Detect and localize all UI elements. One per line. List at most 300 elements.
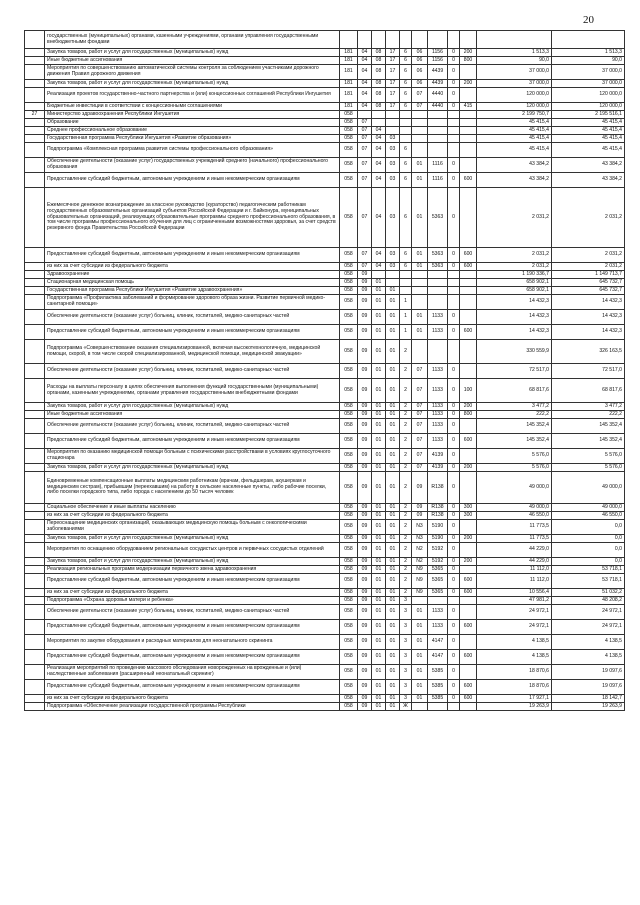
code-pp: 1: [400, 310, 412, 325]
amount-year-2: 51 032,2: [552, 589, 625, 597]
code-na: [428, 597, 448, 605]
row-name: Министерство здравоохранения Республики Ингушетия: [45, 111, 340, 119]
code-vid: 600: [460, 263, 477, 271]
row-number: [25, 566, 45, 574]
code-rz: 09: [358, 340, 372, 364]
amount-year-1: 658 902,1: [477, 287, 552, 295]
amount-year-1: 5 576,0: [477, 464, 552, 472]
code-pr: 01: [372, 650, 386, 665]
amount-year-1: 44 229,0: [477, 543, 552, 558]
amount-year-1: 46 550,0: [477, 512, 552, 520]
code-pp: 2: [400, 411, 412, 419]
code-ved: 058: [340, 411, 358, 419]
code-pr: 08: [372, 65, 386, 80]
code-ved: 058: [340, 449, 358, 464]
code-vr: [448, 703, 460, 711]
code-vr: 0: [448, 566, 460, 574]
code-vid: 200: [460, 49, 477, 57]
code-om: 07: [412, 403, 428, 411]
code-pp: [400, 135, 412, 143]
code-rz: 07: [358, 263, 372, 271]
table-row: [25, 143, 625, 158]
code-rz: 09: [358, 295, 372, 310]
table-row: [25, 271, 625, 279]
code-pp: [400, 111, 412, 119]
code-pp: [400, 31, 412, 49]
code-ved: 058: [340, 279, 358, 287]
code-na: 1133: [428, 310, 448, 325]
code-na: 4139: [428, 449, 448, 464]
code-rz: 09: [358, 680, 372, 695]
row-number: [25, 472, 45, 504]
code-vr: 0: [448, 620, 460, 635]
table-row: [25, 650, 625, 665]
code-pp: 2: [400, 504, 412, 512]
code-vid: [460, 566, 477, 574]
code-na: [428, 295, 448, 310]
code-vr: 0: [448, 419, 460, 434]
amount-year-1: 5 576,0: [477, 449, 552, 464]
code-om: 07: [412, 464, 428, 472]
code-gp: 03: [386, 135, 400, 143]
code-vr: 0: [448, 364, 460, 379]
row-number: [25, 248, 45, 263]
amount-year-1: 4 138,5: [477, 635, 552, 650]
code-vid: [460, 127, 477, 135]
table-row: [25, 111, 625, 119]
code-gp: 01: [386, 364, 400, 379]
table-row: [25, 543, 625, 558]
row-number: [25, 364, 45, 379]
code-ved: 058: [340, 340, 358, 364]
code-pr: 01: [372, 279, 386, 287]
code-ved: 181: [340, 65, 358, 80]
code-pp: 6: [400, 80, 412, 88]
table-row: [25, 287, 625, 295]
code-pr: 08: [372, 88, 386, 103]
code-gp: 01: [386, 635, 400, 650]
code-vr: 0: [448, 574, 460, 589]
amount-year-1: 1 190 336,7: [477, 271, 552, 279]
row-name: Предоставление субсидий бюджетным, автономным учреждениям и иным некоммерческим организациям: [45, 248, 340, 263]
code-pr: 01: [372, 310, 386, 325]
code-rz: 09: [358, 605, 372, 620]
code-gp: 01: [386, 558, 400, 566]
amount-year-2: 45 415,4: [552, 143, 625, 158]
code-pr: 01: [372, 620, 386, 635]
code-rz: 09: [358, 310, 372, 325]
code-na: 5363: [428, 188, 448, 248]
amount-year-1: 45 415,4: [477, 119, 552, 127]
table-row: [25, 574, 625, 589]
row-number: [25, 57, 45, 65]
table-row: [25, 403, 625, 411]
code-om: [412, 597, 428, 605]
row-number: [25, 597, 45, 605]
row-number: [25, 263, 45, 271]
table-row: [25, 173, 625, 188]
code-ved: 058: [340, 403, 358, 411]
code-rz: 07: [358, 173, 372, 188]
code-pr: 01: [372, 287, 386, 295]
code-pp: 3: [400, 695, 412, 703]
row-name: из них за счет субсидии из федерального бюджета: [45, 589, 340, 597]
row-name: Реализация проектов государственно-частного партнерства и (или) концессионных соглашений Республики Ингушетия: [45, 88, 340, 103]
amount-year-2: 49 000,0: [552, 472, 625, 504]
code-om: 01: [412, 158, 428, 173]
code-ved: 058: [340, 325, 358, 340]
code-ved: 058: [340, 379, 358, 403]
code-ved: 058: [340, 271, 358, 279]
code-rz: 09: [358, 325, 372, 340]
code-na: 5363: [428, 248, 448, 263]
code-vid: [460, 605, 477, 620]
amount-year-1: 4 138,5: [477, 650, 552, 665]
code-vr: 0: [448, 589, 460, 597]
row-name: Обеспечение деятельности (оказание услуг) государственных учреждений среднего (начального) профессионального образования: [45, 158, 340, 173]
row-name: Предоставление субсидий бюджетным, автономным учреждениям и иным некоммерческим организациям: [45, 325, 340, 340]
row-name: Иные бюджетные ассигнования: [45, 411, 340, 419]
code-rz: 07: [358, 188, 372, 248]
amount-year-2: 145 352,4: [552, 434, 625, 449]
row-name: Образование: [45, 119, 340, 127]
code-rz: 04: [358, 65, 372, 80]
code-pp: 2: [400, 464, 412, 472]
code-na: 4147: [428, 635, 448, 650]
amount-year-1: 14 432,3: [477, 310, 552, 325]
code-vr: [448, 31, 460, 49]
amount-year-1: 90,0: [477, 57, 552, 65]
code-na: 5190: [428, 535, 448, 543]
code-om: 01: [412, 310, 428, 325]
code-vr: 0: [448, 512, 460, 520]
code-gp: [386, 279, 400, 287]
code-vid: 300: [460, 504, 477, 512]
code-ved: 058: [340, 650, 358, 665]
row-number: [25, 520, 45, 535]
row-name: Предоставление субсидий бюджетным, автономным учреждениям и иным некоммерческим организациям: [45, 434, 340, 449]
code-gp: 03: [386, 143, 400, 158]
code-ved: 058: [340, 566, 358, 574]
code-gp: 01: [386, 434, 400, 449]
code-gp: [386, 111, 400, 119]
row-name: Мероприятия по закупке оборудования и расходных материалов для неонатального скрининга: [45, 635, 340, 650]
code-gp: 03: [386, 248, 400, 263]
code-gp: 01: [386, 695, 400, 703]
code-na: [428, 31, 448, 49]
code-gp: 01: [386, 504, 400, 512]
row-name: Предоставление субсидий бюджетным, автономным учреждениям и иным некоммерческим организациям: [45, 680, 340, 695]
code-vr: 0: [448, 411, 460, 419]
row-number: [25, 504, 45, 512]
code-om: 06: [412, 80, 428, 88]
code-pp: 2: [400, 566, 412, 574]
code-ved: 058: [340, 188, 358, 248]
code-na: 5192: [428, 543, 448, 558]
code-vid: [460, 520, 477, 535]
code-rz: 04: [358, 49, 372, 57]
code-om: 07: [412, 364, 428, 379]
table-row: [25, 411, 625, 419]
amount-year-1: 14 432,3: [477, 325, 552, 340]
code-om: 06: [412, 57, 428, 65]
code-ved: 058: [340, 512, 358, 520]
code-rz: 09: [358, 411, 372, 419]
table-row: [25, 589, 625, 597]
table-row: [25, 703, 625, 711]
code-rz: 09: [358, 279, 372, 287]
code-na: 5385: [428, 665, 448, 680]
amount-year-1: 120 000,0: [477, 103, 552, 111]
code-pr: 01: [372, 325, 386, 340]
code-pr: 01: [372, 464, 386, 472]
row-name: Закупка товаров, работ и услуг для государственных (муниципальных) нужд: [45, 80, 340, 88]
code-vr: 0: [448, 504, 460, 512]
row-name: Реализация региональных программ модернизации первичного звена здравоохранения: [45, 566, 340, 574]
code-vid: 600: [460, 680, 477, 695]
amount-year-1: 145 352,4: [477, 434, 552, 449]
code-vr: 0: [448, 158, 460, 173]
amount-year-2: 1 513,3: [552, 49, 625, 57]
code-ved: 058: [340, 364, 358, 379]
code-na: [428, 703, 448, 711]
code-na: 5385: [428, 695, 448, 703]
row-name: Государственная программа Республики Ингушетия «Развитие образования»: [45, 135, 340, 143]
code-vid: 600: [460, 589, 477, 597]
code-vid: [460, 364, 477, 379]
amount-year-1: 18 870,6: [477, 665, 552, 680]
code-vr: [448, 127, 460, 135]
table-row: [25, 558, 625, 566]
code-rz: 09: [358, 512, 372, 520]
amount-year-2: 48 208,2: [552, 597, 625, 605]
amount-year-2: 45 415,4: [552, 135, 625, 143]
code-pp: [400, 271, 412, 279]
code-pr: 08: [372, 57, 386, 65]
amount-year-1: 3 477,2: [477, 403, 552, 411]
code-pr: 01: [372, 411, 386, 419]
code-vr: 0: [448, 680, 460, 695]
amount-year-2: 53 718,1: [552, 566, 625, 574]
code-rz: 04: [358, 103, 372, 111]
code-vr: 0: [448, 605, 460, 620]
table-row: [25, 119, 625, 127]
code-om: 07: [412, 419, 428, 434]
code-ved: 058: [340, 589, 358, 597]
amount-year-2: 4 138,5: [552, 650, 625, 665]
row-name: Обеспечение деятельности (оказание услуг) больниц, клиник, госпиталей, медико-санитарных частей: [45, 605, 340, 620]
code-om: 07: [412, 411, 428, 419]
row-number: [25, 135, 45, 143]
code-gp: 01: [386, 535, 400, 543]
row-name: Переоснащение медицинских организаций, оказывающих медицинскую помощь больным с онкологическими заболеваниями: [45, 520, 340, 535]
code-rz: 09: [358, 558, 372, 566]
code-vid: [460, 271, 477, 279]
code-gp: 01: [386, 597, 400, 605]
amount-year-2: 5 576,0: [552, 464, 625, 472]
row-name: Иные бюджетные ассигнования: [45, 57, 340, 65]
code-om: [412, 143, 428, 158]
code-vid: [460, 143, 477, 158]
code-pr: 01: [372, 403, 386, 411]
code-om: [412, 279, 428, 287]
amount-year-1: 11 112,0: [477, 566, 552, 574]
row-number: [25, 188, 45, 248]
code-om: N3: [412, 535, 428, 543]
code-ved: 181: [340, 80, 358, 88]
code-na: [428, 287, 448, 295]
code-pp: Ж: [400, 703, 412, 711]
row-number: [25, 620, 45, 635]
code-ved: 058: [340, 574, 358, 589]
code-rz: [358, 31, 372, 49]
code-ved: 181: [340, 49, 358, 57]
code-rz: 04: [358, 80, 372, 88]
code-gp: 03: [386, 173, 400, 188]
table-row: [25, 325, 625, 340]
code-om: N2: [412, 543, 428, 558]
amount-year-1: 10 556,4: [477, 589, 552, 597]
code-na: 1133: [428, 325, 448, 340]
code-rz: 09: [358, 464, 372, 472]
amount-year-2: 14 432,3: [552, 325, 625, 340]
amount-year-2: 18 142,7: [552, 695, 625, 703]
amount-year-2: 68 817,6: [552, 379, 625, 403]
amount-year-1: 2 031,2: [477, 248, 552, 263]
code-gp: 01: [386, 310, 400, 325]
table-row: [25, 680, 625, 695]
code-vid: 200: [460, 558, 477, 566]
code-na: 1133: [428, 434, 448, 449]
code-vr: 0: [448, 103, 460, 111]
amount-year-1: 47 981,2: [477, 597, 552, 605]
code-vr: 0: [448, 695, 460, 703]
code-vr: [448, 135, 460, 143]
code-pp: 6: [400, 173, 412, 188]
table-row: [25, 188, 625, 248]
code-pp: 2: [400, 535, 412, 543]
row-number: [25, 419, 45, 434]
code-ved: 058: [340, 143, 358, 158]
code-vr: 0: [448, 57, 460, 65]
table-row: [25, 88, 625, 103]
code-pr: 01: [372, 589, 386, 597]
code-om: 09: [412, 472, 428, 504]
amount-year-1: 658 902,1: [477, 279, 552, 287]
code-ved: 058: [340, 119, 358, 127]
code-na: 5385: [428, 680, 448, 695]
code-pr: 01: [372, 472, 386, 504]
code-rz: 07: [358, 135, 372, 143]
code-gp: 17: [386, 49, 400, 57]
code-na: 4440: [428, 88, 448, 103]
row-number: [25, 703, 45, 711]
row-name: Обеспечение деятельности (оказание услуг) больниц, клиник, госпиталей, медико-санитарных частей: [45, 364, 340, 379]
row-number: [25, 680, 45, 695]
amount-year-1: 72 517,0: [477, 364, 552, 379]
table-row: [25, 379, 625, 403]
code-ved: 058: [340, 605, 358, 620]
code-pr: 01: [372, 703, 386, 711]
table-row: [25, 419, 625, 434]
table-row: [25, 504, 625, 512]
row-name: Предоставление субсидий бюджетным, автономным учреждениям и иным некоммерческим организациям: [45, 620, 340, 635]
amount-year-1: 24 972,1: [477, 620, 552, 635]
code-ved: 181: [340, 88, 358, 103]
code-pr: 01: [372, 597, 386, 605]
code-pr: 01: [372, 566, 386, 574]
code-rz: 09: [358, 419, 372, 434]
row-name: Закупка товаров, работ и услуг для государственных (муниципальных) нужд: [45, 464, 340, 472]
amount-year-2: 0,0: [552, 520, 625, 535]
code-gp: 01: [386, 520, 400, 535]
amount-year-2: 43 384,2: [552, 158, 625, 173]
code-ved: 058: [340, 504, 358, 512]
row-number: [25, 49, 45, 57]
code-vr: 0: [448, 310, 460, 325]
code-pr: 04: [372, 248, 386, 263]
amount-year-2: 0,0: [552, 535, 625, 543]
code-rz: 09: [358, 504, 372, 512]
code-vid: 200: [460, 80, 477, 88]
code-gp: 01: [386, 620, 400, 635]
code-pr: 01: [372, 558, 386, 566]
amount-year-1: 37 000,0: [477, 80, 552, 88]
code-pp: 3: [400, 597, 412, 605]
code-pp: 2: [400, 403, 412, 411]
code-na: 1133: [428, 411, 448, 419]
code-vid: [460, 340, 477, 364]
amount-year-2: 24 972,1: [552, 605, 625, 620]
code-ved: 058: [340, 520, 358, 535]
code-gp: 01: [386, 419, 400, 434]
amount-year-2: 19 097,6: [552, 680, 625, 695]
code-gp: 01: [386, 325, 400, 340]
code-na: 1133: [428, 379, 448, 403]
code-na: [428, 340, 448, 364]
row-name: Подпрограмма «Профилактика заболеваний и формирование здорового образа жизни. Развитие первичной медико-санитарной помощи»: [45, 295, 340, 310]
code-gp: 01: [386, 543, 400, 558]
code-pr: [372, 111, 386, 119]
code-vr: 0: [448, 472, 460, 504]
code-pr: 01: [372, 543, 386, 558]
amount-year-2: 3 477,2: [552, 403, 625, 411]
code-vid: [460, 310, 477, 325]
code-ved: 058: [340, 310, 358, 325]
table-row: [25, 620, 625, 635]
code-vid: 600: [460, 620, 477, 635]
code-gp: 01: [386, 472, 400, 504]
amount-year-2: [552, 31, 625, 49]
code-pp: 2: [400, 589, 412, 597]
code-vid: 200: [460, 464, 477, 472]
code-pr: 01: [372, 605, 386, 620]
code-vr: 0: [448, 558, 460, 566]
amount-year-1: 18 870,6: [477, 680, 552, 695]
code-ved: 058: [340, 695, 358, 703]
code-ved: 058: [340, 295, 358, 310]
row-name: Социальное обеспечение и иные выплаты населению: [45, 504, 340, 512]
code-pp: 3: [400, 665, 412, 680]
amount-year-1: 1 513,3: [477, 49, 552, 57]
table-row: [25, 80, 625, 88]
table-row: [25, 310, 625, 325]
code-om: 09: [412, 512, 428, 520]
code-om: [412, 127, 428, 135]
code-vid: [460, 188, 477, 248]
code-om: 01: [412, 650, 428, 665]
amount-year-2: 49 000,0: [552, 504, 625, 512]
